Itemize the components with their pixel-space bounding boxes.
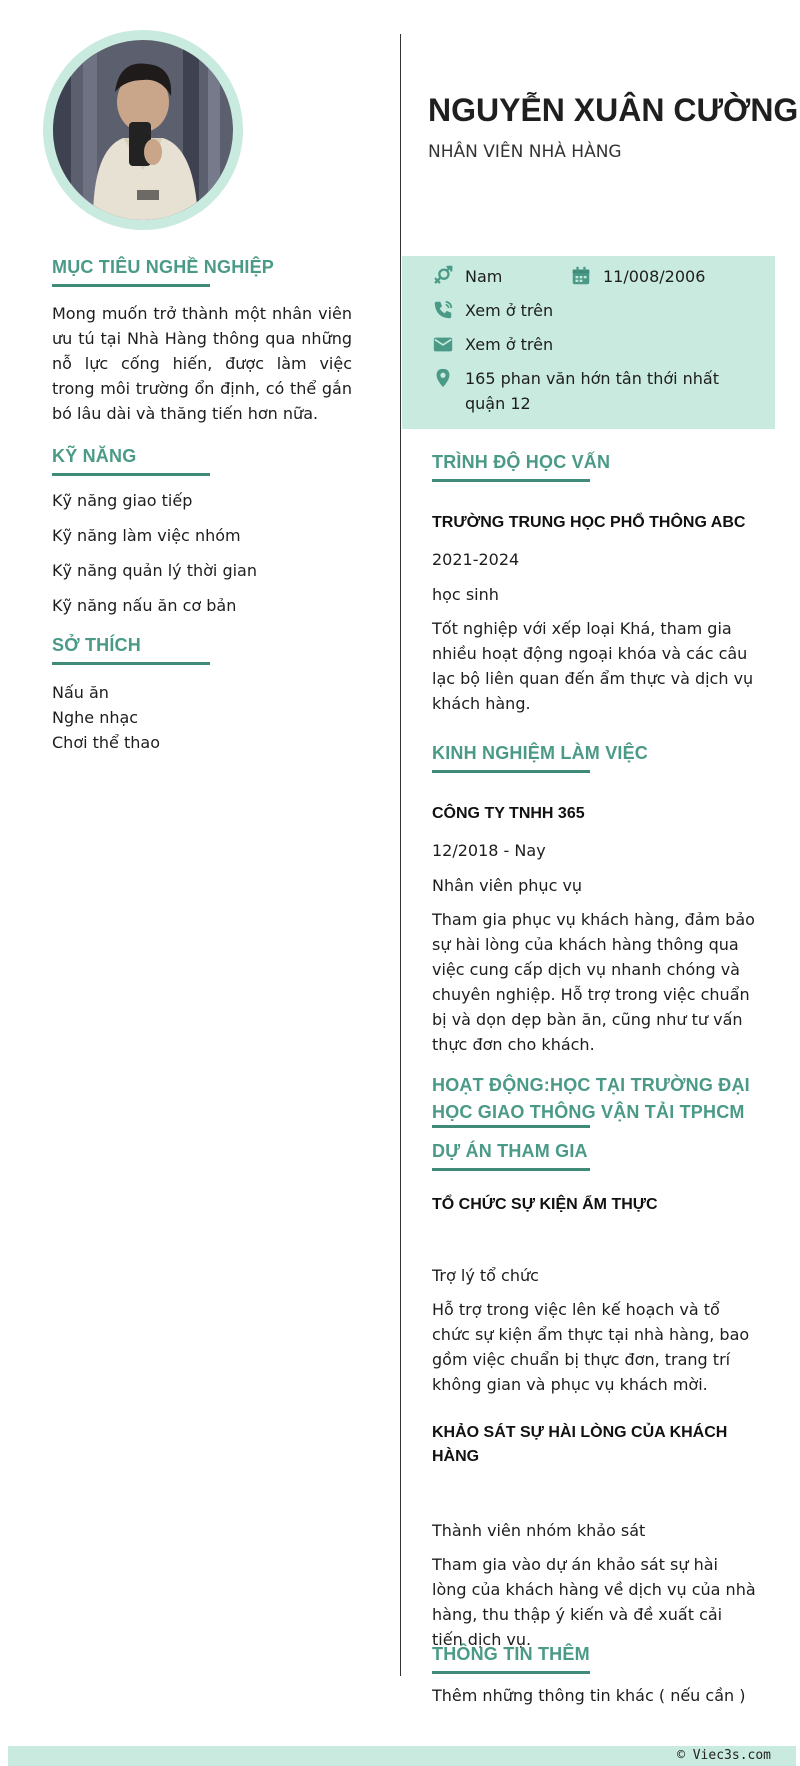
skill-item: Kỹ năng nấu ăn cơ bản (52, 596, 237, 615)
experience-company: CÔNG TY TNHH 365 (432, 805, 585, 822)
education-period: 2021-2024 (432, 550, 520, 569)
calendar-icon (570, 265, 592, 287)
contact-birthday (570, 264, 705, 289)
phone-value: Xem ở trên (465, 301, 554, 320)
experience-description: Tham gia phục vụ khách hàng, đảm bảo sự hài lòng của khách hàng thông qua việc cung cấp dịch vụ nhanh chóng và chuyên nghiệp. Hỗ trợ trong việc chuẩn bị và dọn dẹp bàn ăn, cũng như tư vấn thực đơn cho khách. (432, 910, 755, 1054)
avatar-ring (43, 30, 243, 230)
contact-panel (402, 256, 775, 429)
contact-gender (432, 264, 502, 289)
footer-bar (8, 1746, 796, 1766)
section-underline (432, 1168, 590, 1171)
section-underline (432, 1671, 590, 1674)
section-underline (52, 284, 210, 287)
education-role: học sinh (432, 585, 499, 604)
additional-title: THÔNG TIN THÊM (432, 1644, 590, 1664)
skill-item: Kỹ năng giao tiếp (52, 491, 193, 510)
project-description: Hỗ trợ trong việc lên kế hoạch và tổ chức sự kiện ẩm thực tại nhà hàng, bao gồm việc chuẩn bị thực đơn, trang trí không gian và phục vụ khách mời. (432, 1300, 750, 1394)
education-school: TRƯỜNG TRUNG HỌC PHỔ THÔNG ABC (432, 514, 746, 531)
gender-value: Nam (465, 267, 503, 286)
hobbies-section (52, 635, 352, 755)
contact-phone (432, 298, 553, 323)
skill-item: Kỹ năng quản lý thời gian (52, 561, 257, 580)
column-divider (400, 34, 401, 1676)
job-title: NHÂN VIÊN NHÀ HÀNG (428, 142, 622, 162)
projects-title: DỰ ÁN THAM GIA (432, 1141, 588, 1161)
hobby-item: Nghe nhạc (52, 708, 139, 727)
education-description: Tốt nghiệp với xếp loại Khá, tham gia nhiều hoạt động ngoại khóa và các câu lạc bộ liên quan đến ẩm thực và dịch vụ khách hàng. (432, 619, 754, 713)
project-name: TỔ CHỨC SỰ KIỆN ẨM THỰC (432, 1196, 658, 1213)
hobby-item: Chơi thể thao (52, 733, 160, 752)
email-value: Xem ở trên (465, 335, 554, 354)
activities-section (432, 1072, 752, 1128)
objective-title: MỤC TIÊU NGHỀ NGHIỆP (52, 257, 275, 277)
contact-email (432, 332, 553, 357)
project-description: Tham gia vào dự án khảo sát sự hài lòng của khách hàng về dịch vụ của nhà hàng, thu thập ý kiến và đề xuất cải tiến dịch vụ. (432, 1555, 756, 1649)
education-title: TRÌNH ĐỘ HỌC VẤN (432, 452, 611, 472)
skills-title: KỸ NĂNG (52, 446, 137, 466)
skill-item: Kỹ năng làm việc nhóm (52, 526, 241, 545)
avatar (53, 40, 233, 220)
experience-section (432, 743, 648, 773)
hobbies-title: SỞ THÍCH (52, 635, 141, 655)
projects-section (432, 1141, 590, 1171)
section-underline (52, 662, 210, 665)
project-role: Thành viên nhóm khảo sát (432, 1521, 646, 1540)
birthday-value: 11/008/2006 (603, 267, 706, 286)
experience-role: Nhân viên phục vụ (432, 876, 583, 895)
project-name: KHẢO SÁT SỰ HÀI LÒNG CỦA KHÁCH HÀNG (432, 1424, 728, 1465)
section-underline (52, 473, 210, 476)
address-value: 165 phan văn hớn tân thới nhất quận 12 (465, 369, 720, 413)
additional-text: Thêm những thông tin khác ( nếu cần ) (432, 1686, 746, 1705)
phone-icon (432, 299, 454, 321)
experience-period: 12/2018 - Nay (432, 841, 546, 860)
contact-address (432, 366, 752, 416)
map-pin-icon (432, 367, 454, 389)
footer-credit: © Viec3s.com (677, 1748, 771, 1763)
gender-icon (432, 265, 454, 287)
candidate-name: NGUYỄN XUÂN CƯỜNG (428, 92, 799, 128)
skills-section (52, 446, 352, 616)
additional-section (432, 1644, 590, 1674)
objective-section (52, 257, 352, 426)
section-underline (432, 479, 590, 482)
project-role: Trợ lý tổ chức (432, 1266, 539, 1285)
activities-title: HOẠT ĐỘNG:HỌC TẠI TRƯỜNG ĐẠI HỌC GIAO THÔNG VẬN TẢI TPHCM (432, 1075, 750, 1122)
objective-text: Mong muốn trở thành một nhân viên ưu tú tại Nhà Hàng thông qua những nỗ lực cống hiến, được làm việc trong môi trường ổn định, có thể gắn bó lâu dài và thăng tiến hơn nữa. (52, 304, 352, 423)
experience-title: KINH NGHIỆM LÀM VIỆC (432, 743, 649, 763)
avatar-photo (53, 40, 233, 220)
section-underline (432, 770, 590, 773)
education-section (432, 452, 610, 482)
hobby-item: Nấu ăn (52, 683, 109, 702)
envelope-icon (432, 333, 454, 355)
